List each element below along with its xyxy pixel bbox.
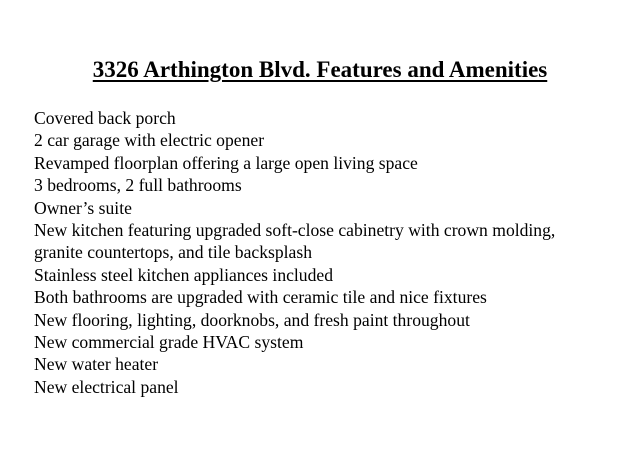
list-item	[34, 197, 634, 219]
list-item	[34, 152, 634, 174]
feature-text: 2 car garage with electric opener	[34, 130, 265, 151]
feature-text: 3 bedrooms, 2 full bathrooms	[34, 175, 242, 196]
list-item	[34, 219, 634, 264]
list-item	[34, 174, 634, 196]
list-item	[34, 376, 634, 398]
feature-text: New flooring, lighting, doorknobs, and fresh paint throughout	[34, 309, 470, 330]
features-list	[34, 107, 634, 398]
list-item	[34, 107, 634, 129]
feature-text: New kitchen featuring upgraded soft-close cabinetry with crown molding,	[34, 220, 556, 241]
feature-text: New commercial grade HVAC system	[34, 332, 304, 353]
list-item	[34, 331, 634, 353]
feature-text-continued: granite countertops, and tile backsplash	[34, 242, 312, 263]
feature-text: Both bathrooms are upgraded with ceramic tile and nice fixtures	[34, 287, 487, 308]
feature-text: Stainless steel kitchen appliances included	[34, 264, 334, 285]
feature-text: New electrical panel	[34, 376, 179, 397]
page-title: 3326 Arthington Blvd. Features and Amenities	[92, 57, 548, 82]
list-item	[34, 353, 634, 375]
list-item	[34, 129, 634, 151]
list-item	[34, 264, 634, 286]
feature-text: Covered back porch	[34, 108, 176, 128]
feature-text: Revamped floorplan offering a large open living space	[34, 152, 418, 173]
list-item	[34, 309, 634, 331]
list-item	[34, 286, 634, 308]
feature-text: New water heater	[34, 354, 159, 375]
feature-text: Owner’s suite	[34, 197, 132, 218]
